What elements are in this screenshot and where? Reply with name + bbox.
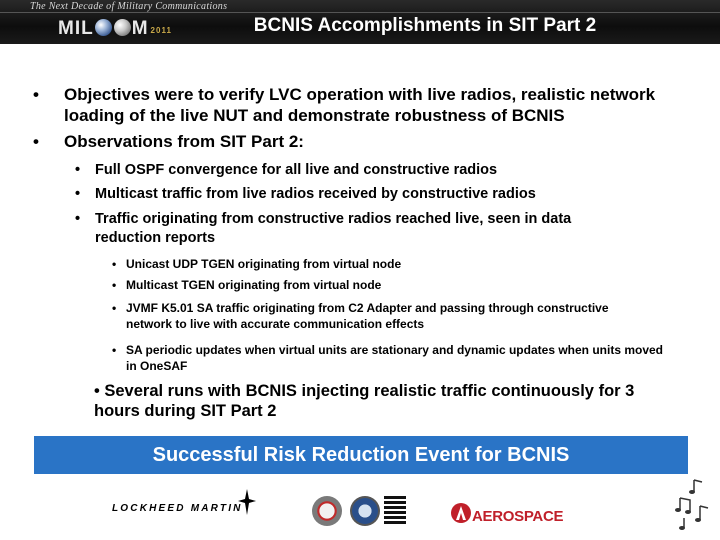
sub-bullet-runs [94, 381, 669, 421]
globe-icon [95, 19, 112, 36]
bullet-marker: • [112, 301, 117, 315]
bullet-observations [33, 131, 684, 152]
music-notes-icon [672, 478, 714, 534]
detail-unicast [112, 256, 686, 272]
milcom-logo [58, 18, 172, 40]
bullet-marker: • [33, 132, 39, 151]
lockheed-star-icon [238, 489, 256, 515]
bullet-marker: • [112, 278, 117, 292]
bullet-objectives [33, 84, 684, 126]
bullet-text: Observations from SIT Part 2: [64, 132, 304, 151]
milcom-year: 2011 [150, 26, 172, 35]
aerospace-logo-icon [450, 501, 472, 525]
bullet-marker: • [112, 257, 117, 271]
bullet-text: Several runs with BCNIS injecting realistic traffic continuously for 3 hours during SIT Part 2 [94, 382, 635, 420]
bullet-marker: • [75, 186, 81, 202]
detail-jvmf [112, 300, 646, 332]
sub-bullet-traffic [75, 210, 640, 248]
seal-icon [312, 496, 342, 526]
bullet-marker: • [75, 162, 81, 178]
conclusion-banner: Successful Risk Reduction Event for BCNIS [34, 436, 688, 474]
bullet-text: SA periodic updates when virtual units are stationary and dynamic updates when units moved in OneSAF [126, 343, 663, 373]
bullet-text: Multicast traffic from live radios received by constructive radios [95, 186, 536, 202]
slide-title: BCNIS Accomplishments in SIT Part 2 [253, 15, 597, 36]
header-divider [0, 12, 720, 13]
conference-tagline: The Next Decade of Military Communications [30, 1, 228, 12]
bullet-text: Unicast UDP TGEN originating from virtual node [126, 257, 402, 271]
header-banner [0, 0, 720, 44]
bullet-text: Traffic originating from constructive radios reached live, seen in data reduction reports [95, 211, 572, 246]
aerospace-wordmark: AEROSPACE [472, 508, 564, 525]
detail-multicast-tgen [112, 277, 686, 293]
sub-bullet-ospf [75, 161, 680, 180]
bullet-marker: • [33, 85, 39, 104]
seal-icon [350, 496, 380, 526]
bullet-marker: • [94, 382, 100, 400]
detail-sa-updates [112, 342, 676, 374]
bullet-text: JVMF K5.01 SA traffic originating from C2 Adapter and passing through constructive network to live with accurate communication effects [126, 301, 609, 331]
bullet-marker: • [75, 211, 81, 227]
bullet-text: Multicast TGEN originating from virtual node [126, 278, 382, 292]
striped-logo-icon [384, 496, 406, 526]
sub-bullet-multicast [75, 185, 680, 204]
lockheed-martin-logo [112, 503, 243, 514]
bullet-marker: • [112, 343, 117, 357]
milcom-logo-left: MIL [58, 18, 94, 39]
bullet-text: Objectives were to verify LVC operation with live radios, realistic network loading of the live NUT and demonstrate robustness of BCNIS [64, 85, 656, 125]
lockheed-martin-wordmark: LOCKHEED MARTIN [112, 503, 243, 514]
bullet-text: Full OSPF convergence for all live and constructive radios [95, 162, 498, 178]
milcom-logo-right: M [131, 18, 149, 39]
globe-icon [114, 19, 131, 36]
